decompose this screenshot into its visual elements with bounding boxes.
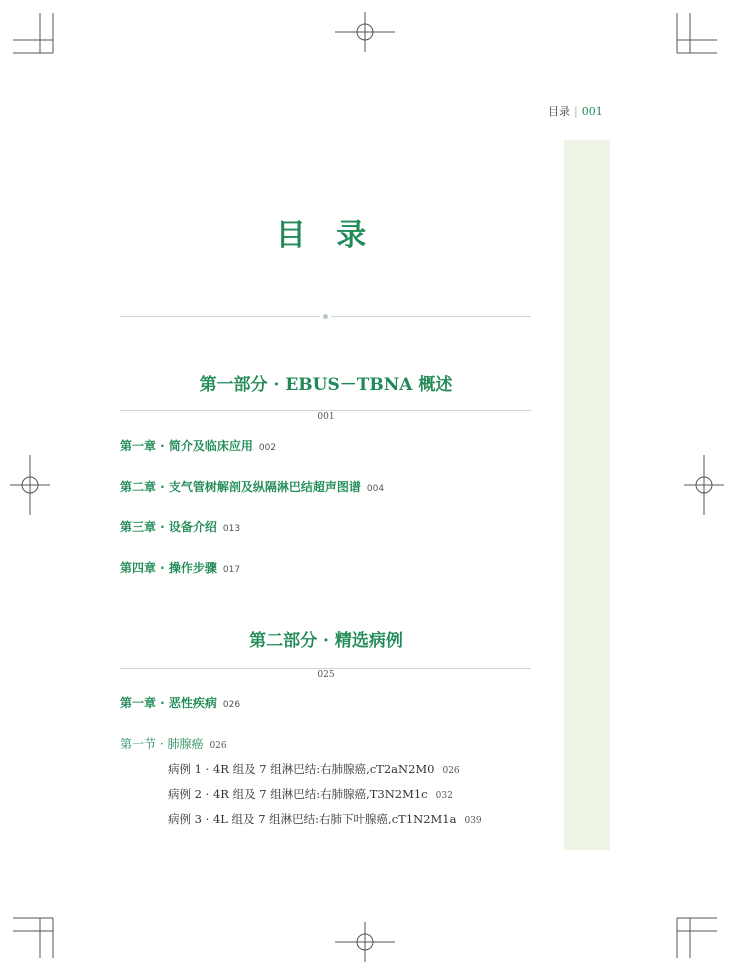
section-label: 第一节 · 肺腺癌 (120, 737, 204, 751)
chapter-label: 第一章 · 简介及临床应用 (120, 439, 253, 453)
toc-section[interactable] (120, 735, 227, 752)
title-divider-dot (323, 314, 328, 319)
part-1-title: 第一部分 · EBUS－TBNA 概述 (199, 375, 453, 395)
case-label: 病例 3 · 4L 组及 7 组淋巴结:右肺下叶腺癌,cT1N2M1a (168, 812, 457, 826)
chapter-page: 013 (222, 524, 241, 534)
toc-case[interactable] (168, 786, 453, 802)
registration-mark-bottom (335, 922, 395, 962)
chapter-label: 第二章 · 支气管树解剖及纵隔淋巴结超声图谱 (120, 480, 361, 494)
part-1-page-wrap (0, 404, 652, 423)
toc-chapter[interactable] (120, 694, 240, 711)
part-2-page: 025 (311, 670, 340, 680)
toc-chapter[interactable] (120, 437, 276, 454)
part-1-page: 001 (311, 412, 340, 422)
running-head-separator: | (574, 105, 578, 118)
case-page: 032 (435, 791, 453, 801)
running-head-page: 001 (581, 105, 603, 118)
chapter-page: 026 (222, 700, 241, 710)
chapter-page: 002 (258, 443, 277, 453)
case-label: 病例 1 · 4R 组及 7 组淋巴结:右肺腺癌,cT2aN2M0 (168, 762, 435, 776)
case-label: 病例 2 · 4R 组及 7 组淋巴结:右肺腺癌,T3N2M1c (168, 787, 428, 801)
title-divider-right (331, 316, 531, 317)
running-head-label: 目录 (548, 105, 570, 118)
registration-mark-right (684, 455, 724, 515)
running-head (548, 103, 603, 119)
toc-chapter[interactable] (120, 478, 384, 495)
registration-mark-left (10, 455, 50, 515)
part-2-page-wrap (0, 662, 652, 681)
registration-mark-top (335, 12, 395, 52)
chapter-page: 017 (222, 565, 241, 575)
chapter-label: 第四章 · 操作步骤 (120, 561, 217, 575)
toc-case[interactable] (168, 761, 460, 777)
chapter-label: 第一章 · 恶性疾病 (120, 696, 217, 710)
part-2-title: 第二部分 · 精选病例 (249, 631, 403, 651)
title-divider-left (120, 316, 320, 317)
chapter-label: 第三章 · 设备介绍 (120, 520, 217, 534)
chapter-page: 004 (366, 484, 385, 494)
case-page: 026 (442, 766, 460, 776)
page-title: 目 录 (275, 218, 377, 253)
case-page: 039 (464, 816, 482, 826)
toc-case[interactable] (168, 811, 482, 827)
toc-chapter[interactable] (120, 518, 240, 535)
toc-chapter[interactable] (120, 559, 240, 576)
section-page: 026 (209, 741, 227, 751)
